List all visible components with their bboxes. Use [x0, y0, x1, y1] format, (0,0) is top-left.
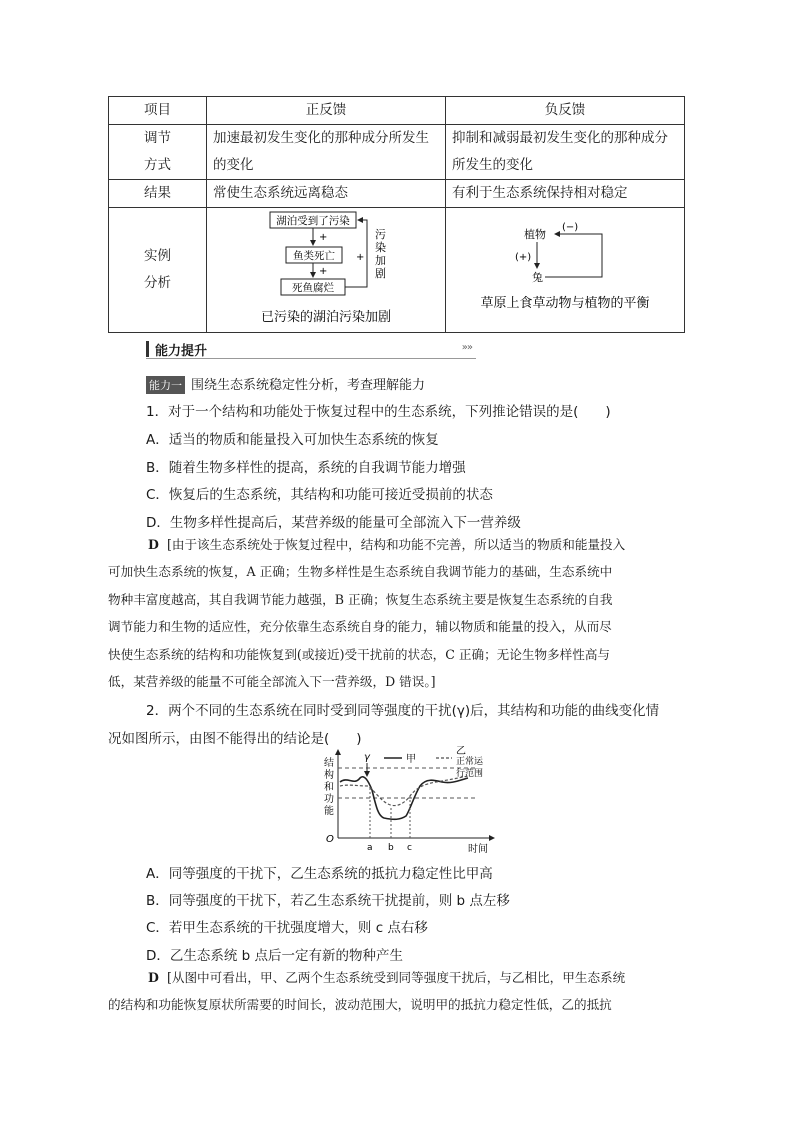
row-positive: 加速最初发生变化的那种成分所发生的变化	[207, 125, 446, 180]
header-negative: 负反馈	[446, 97, 685, 125]
section-arrows: »»	[461, 342, 472, 353]
svg-text:+: +	[356, 252, 365, 263]
row-item: 结果	[109, 180, 207, 208]
ability-text: 围绕生态系统稳定性分析，考查理解能力	[191, 378, 426, 393]
svg-text:和: 和	[324, 782, 334, 793]
negative-feedback-svg	[452, 208, 678, 332]
q1-stem: 1．对于一个结构和功能处于恢复过程中的生态系统，下列推论错误的是( )	[146, 404, 611, 420]
positive-caption: 已污染的湖泊污染加剧	[260, 310, 392, 325]
origin-label: O	[326, 834, 334, 845]
q1-option-a: A．适当的物质和能量投入可加快生态系统的恢复	[146, 432, 439, 448]
diagram-box-fish-death: 鱼类死亡	[293, 250, 335, 262]
table-header-row	[109, 97, 685, 125]
table-row	[109, 180, 685, 208]
header-positive: 正反馈	[207, 97, 446, 125]
q2-answer-letter: D	[148, 970, 159, 985]
range-label-1: 正常运	[456, 757, 484, 767]
q2-option-c: C．若甲生态系统的干扰强度增大，则 c 点右移	[146, 920, 428, 936]
row-item: 实例 分析	[109, 208, 207, 333]
diagram-box-pollution: 湖泊受到了污染	[276, 215, 350, 227]
negative-caption: 草原上食草动物与植物的平衡	[480, 296, 650, 311]
svg-text:功: 功	[324, 794, 334, 805]
svg-text:污: 污	[375, 228, 386, 241]
table-row	[109, 125, 685, 180]
plus-label: (+)	[515, 252, 532, 263]
q1-answer-letter: D	[148, 537, 159, 552]
row-negative: 抑制和减弱最初发生变化的那种成分所发生的变化	[446, 125, 685, 180]
table-row-example	[109, 208, 685, 333]
ability-tag: 能力一	[146, 376, 185, 394]
q2-option-a: A．同等强度的干扰下，乙生态系统的抵抗力稳定性比甲高	[146, 866, 493, 882]
tick-a: a	[367, 843, 373, 853]
row-positive: 常使生态系统远离稳态	[207, 180, 446, 208]
curve-yi	[340, 776, 468, 806]
svg-text:结: 结	[324, 758, 334, 769]
header-item: 项目	[109, 97, 207, 125]
ability-line	[146, 374, 425, 394]
q2-stem-line2: 况如图所示，由图不能得出的结论是( )	[108, 731, 362, 747]
diagram-side-label	[375, 228, 386, 280]
positive-feedback-svg	[213, 208, 439, 332]
q2-option-d: D．乙生态系统 b 点后一定有新的物种产生	[146, 948, 404, 964]
section-heading	[146, 340, 476, 359]
y-axis-label	[324, 756, 334, 817]
q2-explanation: D [从图中可看出，甲、乙两个生态系统受到同等强度干扰后，与乙相比，甲生态系统 的结构和功能恢复原状所需要的时间长，波动范围大，说明甲的抵抗力稳定性低，乙的抵抗	[108, 970, 626, 1013]
q1-option-d: D．生物多样性提高后，某营养级的能量可全部流入下一营养级	[146, 515, 521, 531]
x-axis-label: 时间	[468, 844, 488, 854]
minus-label: (−)	[562, 222, 579, 233]
svg-text:+: +	[319, 266, 328, 277]
row-negative: 有利于生态系统保持相对稳定	[446, 180, 685, 208]
negative-feedback-diagram	[446, 208, 685, 333]
section-title: 能力提升	[155, 344, 208, 359]
gamma-label: γ	[364, 752, 370, 763]
legend-yi: 乙	[456, 746, 466, 757]
svg-text:构: 构	[324, 770, 334, 781]
svg-text:染: 染	[375, 241, 386, 254]
section-mark	[146, 341, 149, 357]
range-label-2: 行范围	[456, 769, 484, 779]
stability-graph	[318, 746, 498, 854]
positive-feedback-diagram	[207, 208, 446, 333]
q1-option-c: C．恢复后的生态系统，其结构和功能可接近受损前的状态	[146, 487, 493, 503]
tick-b: b	[388, 843, 394, 853]
q1-option-b: B．随着生物多样性的提高，系统的自我调节能力增强	[146, 460, 466, 476]
feedback-comparison-table	[108, 96, 685, 333]
svg-text:剧: 剧	[375, 267, 386, 280]
svg-text:加: 加	[375, 254, 386, 267]
diagram-box-rotting: 死鱼腐烂	[292, 282, 334, 294]
q2-option-b: B．同等强度的干扰下，若乙生态系统干扰提前，则 b 点左移	[146, 893, 510, 909]
node-rabbit: 兔	[532, 271, 543, 284]
svg-text:能: 能	[324, 806, 334, 817]
row-item: 调节 方式	[109, 125, 207, 180]
tick-c: c	[407, 843, 412, 853]
legend-jia: 甲	[406, 754, 416, 765]
q2-stem-line1: 2．两个不同的生态系统在同时受到同等强度的干扰(γ)后，其结构和功能的曲线变化情	[146, 703, 660, 719]
svg-text:+: +	[319, 232, 328, 243]
q1-explanation: D [由于该生态系统处于恢复过程中，结构和功能不完善，所以适当的物质和能量投入 可加快生态系统的恢复，A 正确；生物多样性是生态系统自我调节能力的基础，生态系统中 物种丰富度越高，其自我调节能力越强，B 正确；恢复生态系统主要是恢复生态系统的自我 调节能力和生物的适应性，充分依靠生态系统自身的能力，辅以物质和能量的投入，从而尽 快使生态系统的结构和功能恢复到(或接近)受干扰前的状态，C 正确；无论生物多样性高与 低，某营养级的能量不可能全部流入下一营养级，D 错误。]	[108, 537, 626, 690]
node-plant: 植物	[524, 228, 546, 241]
